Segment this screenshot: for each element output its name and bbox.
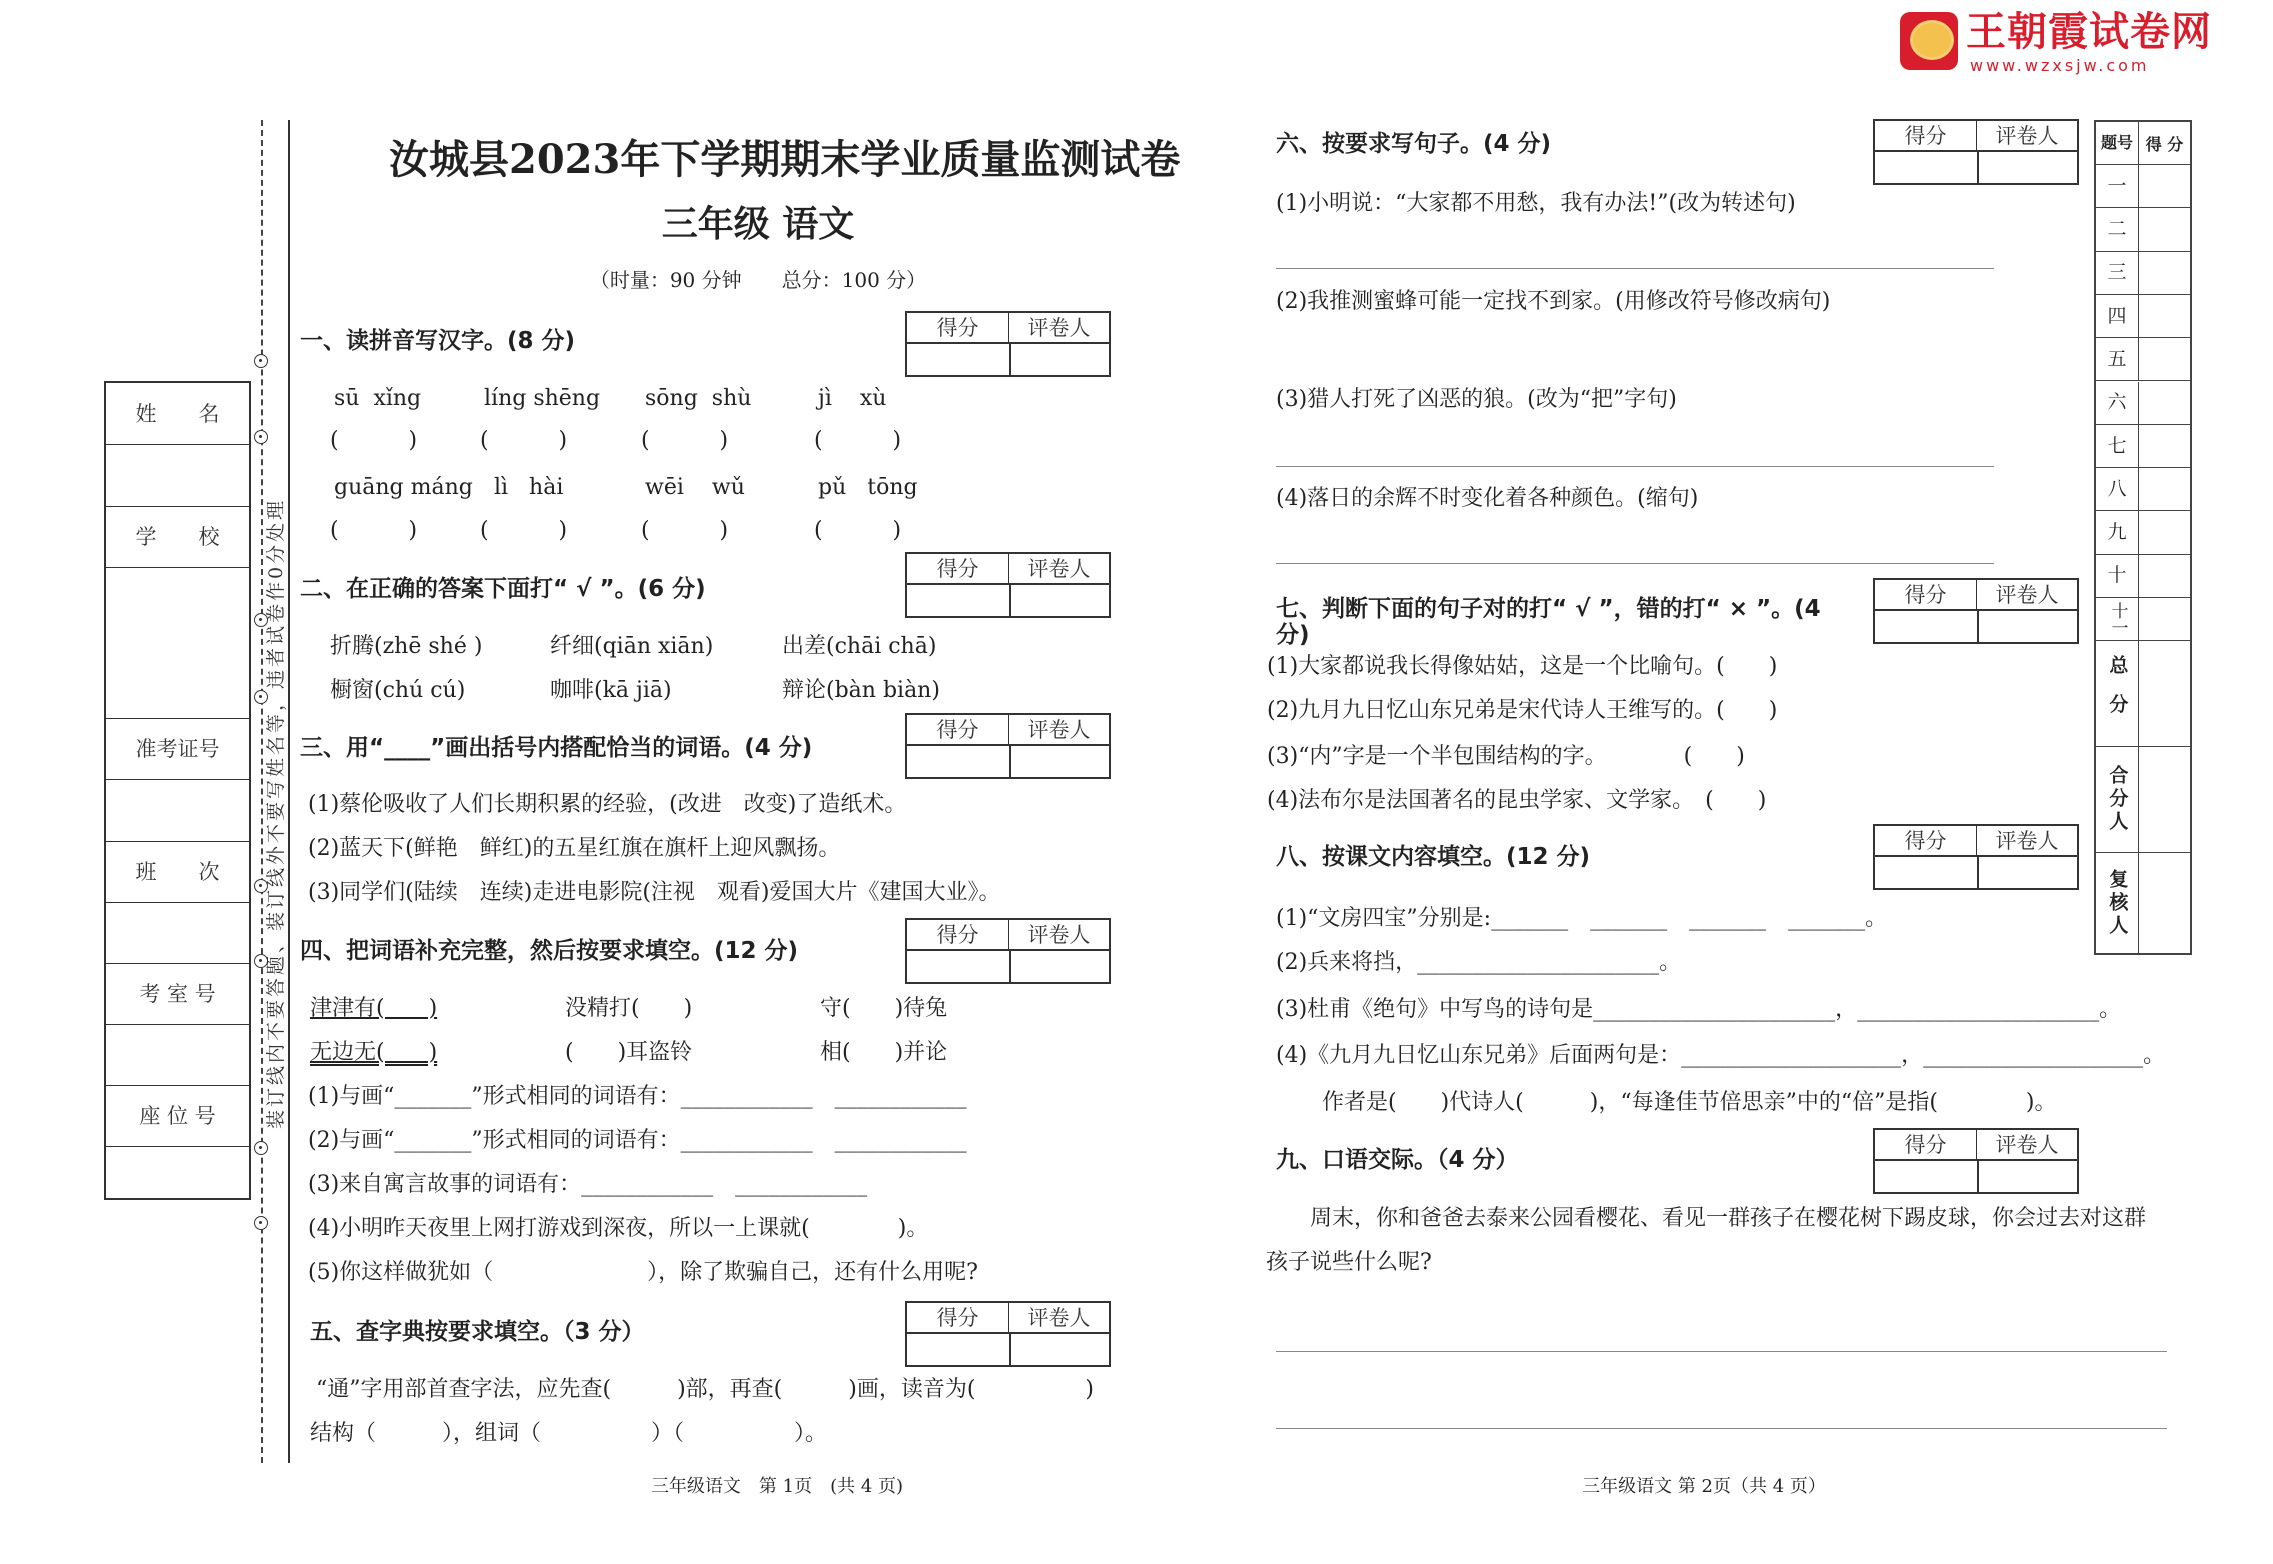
question-item: (1)“文房四宝”分别是:_______ _______ _______ _______。: [1276, 906, 1888, 931]
answer-line[interactable]: [1276, 1351, 2167, 1352]
pinyin: pǔ tōng: [818, 475, 918, 500]
score-label: 得分: [907, 920, 1009, 951]
exam-title: 汝城县2023年下学期期末学业质量监测试卷: [389, 136, 1181, 183]
idiom-item[interactable]: 守( )待兔: [820, 996, 948, 1021]
answer-line[interactable]: [1276, 466, 1994, 467]
answer-line[interactable]: [1276, 268, 1994, 269]
score-cell[interactable]: [2139, 641, 2190, 746]
binding-hole-icon: [254, 1141, 268, 1155]
pinyin: sū xǐng: [334, 386, 422, 411]
score-cell[interactable]: [2139, 338, 2190, 380]
row-label: 合分人: [2096, 747, 2139, 852]
row-label: 总分: [2096, 641, 2139, 746]
idiom-item[interactable]: 无边无( ): [310, 1040, 438, 1065]
score-cell[interactable]: [2139, 555, 2190, 597]
summary-row: [2096, 338, 2190, 381]
divider: [1009, 746, 1011, 779]
judge-item[interactable]: (1)大家都说我长得像姑姑，这是一个比喻句。( ): [1267, 654, 1778, 679]
pinyin: wēi wǔ: [645, 475, 745, 500]
score-label: 得分: [1875, 1130, 1977, 1161]
idiom-item[interactable]: 津津有( ): [310, 996, 438, 1021]
judge-item[interactable]: (4)法布尔是法国著名的昆虫学家、文学家。 ( ): [1267, 788, 1767, 813]
summary-row: [2096, 252, 2190, 295]
section-7-heading: 七、判断下面的句子对的打“ √ ”，错的打“ × ”。(4 分): [1276, 596, 1821, 648]
score-label: 得分: [907, 554, 1009, 585]
row-label: 四: [2096, 295, 2139, 337]
score-label: 得分: [1875, 121, 1977, 152]
divider: [1009, 1334, 1011, 1367]
score-box: [1873, 578, 2079, 644]
total-score-table: [2094, 120, 2192, 955]
binding-notice: 装订线内不要答题、装订线外不要写姓名等，违者试卷作0分处理: [265, 497, 287, 1129]
score-cell[interactable]: [2139, 208, 2190, 250]
binding-solid-line: [288, 120, 290, 1463]
row-label: 九: [2096, 511, 2139, 553]
score-box: [1873, 824, 2079, 890]
question-item: (4)落日的余辉不时变化着各种颜色。(缩句): [1276, 486, 1699, 511]
summary-row: [2096, 555, 2190, 598]
question-item: (3)同学们(陆续 连续)走进电影院(注视 观看)爱国大片《建国大业》。: [308, 880, 1001, 905]
divider: [1009, 344, 1011, 377]
pinyin: lì hài: [494, 475, 564, 500]
answer-blank[interactable]: ( ): [641, 428, 729, 453]
judge-item[interactable]: (3)“内”字是一个半包围结构的字。 ( ): [1267, 744, 1745, 769]
grader-label: 评卷人: [1977, 1130, 2077, 1161]
score-cell[interactable]: [2139, 747, 2190, 852]
choice-item[interactable]: 折腾(zhē shé ): [330, 634, 483, 659]
page-footer: 三年级语文 第 1页 (共 4 页): [650, 1476, 904, 1497]
question-item: (2)蓝天下(鲜艳 鲜红)的五星红旗在旗杆上迎风飘扬。: [308, 836, 841, 861]
choice-item[interactable]: 橱窗(chú cú): [330, 678, 466, 703]
answer-blank[interactable]: ( ): [480, 518, 568, 543]
divider: [1977, 1161, 1979, 1194]
summary-row: [2096, 208, 2190, 251]
divider: [1977, 857, 1979, 890]
row-label: 一: [2096, 165, 2139, 207]
answer-blank[interactable]: ( ): [330, 518, 418, 543]
score-cell[interactable]: [2139, 382, 2190, 424]
question-item: (3)来自寓言故事的词语有：____________ ____________: [308, 1172, 868, 1197]
idiom-item[interactable]: ( )耳盗铃: [565, 1040, 693, 1065]
score-box: [905, 552, 1111, 618]
answer-blank[interactable]: ( ): [330, 428, 418, 453]
score-label: 得分: [907, 313, 1009, 344]
score-cell[interactable]: [2139, 165, 2190, 207]
site-logo: [1900, 10, 2220, 74]
info-field-input[interactable]: [106, 1025, 249, 1086]
prompt-text: 周末，你和爸爸去泰来公园看樱花、看见一群孩子在樱花树下踢皮球，你会过去对这群: [1310, 1206, 2147, 1231]
row-label: 二: [2096, 208, 2139, 250]
idiom-item[interactable]: 没精打( ): [565, 996, 693, 1021]
section-5-heading: 五、查字典按要求填空。（3 分）: [310, 1319, 645, 1345]
divider: [1977, 611, 1979, 644]
question-item: “通”字用部首查字法，应先查( )部，再查( )画，读音为( ): [316, 1377, 1094, 1402]
score-box: [1873, 119, 2079, 185]
grader-label: 评卷人: [1977, 121, 2077, 152]
score-cell[interactable]: [2139, 468, 2190, 510]
section-2-heading: 二、在正确的答案下面打“ √ ”。(6 分): [300, 576, 706, 602]
score-label: 得分: [1875, 580, 1977, 611]
score-cell[interactable]: [2139, 511, 2190, 553]
grader-label: 评卷人: [1009, 554, 1109, 585]
info-field-label: 姓 名: [106, 383, 249, 445]
summary-total-row: [2096, 641, 2190, 747]
logo-emblem-icon: [1900, 12, 1958, 70]
row-label: 五: [2096, 338, 2139, 380]
info-field-input[interactable]: [106, 903, 249, 964]
section-9-heading: 九、口语交际。（4 分）: [1276, 1147, 1519, 1173]
idiom-item[interactable]: 相( )并论: [820, 1040, 948, 1065]
score-label: 得分: [907, 715, 1009, 746]
binding-hole-icon: [254, 430, 268, 444]
binding-hole-icon: [254, 354, 268, 368]
pinyin: jì xù: [818, 386, 887, 411]
summary-row: [2096, 598, 2190, 641]
section-4-heading: 四、把词语补充完整，然后按要求填空。(12 分): [300, 938, 799, 964]
row-label: 十: [2096, 555, 2139, 597]
logo-url: www.wzxsjw.com: [1970, 56, 2150, 75]
section-3-heading: 三、用“____”画出括号内搭配恰当的词语。(4 分): [300, 735, 813, 761]
student-info-table: [104, 381, 251, 1200]
question-item: (2)兵来将挡，______________________。: [1276, 950, 1682, 975]
info-field-input[interactable]: [106, 1147, 249, 1202]
question-item: (3)猎人打死了凶恶的狼。(改为“把”字句): [1276, 387, 1677, 412]
summary-combiner-row: [2096, 747, 2190, 853]
answer-blank[interactable]: ( ): [641, 518, 729, 543]
question-item: 作者是( )代诗人( )，“每逢佳节倍思亲”中的“倍”是指( )。: [1322, 1090, 2057, 1115]
grader-label: 评卷人: [1009, 920, 1109, 951]
summary-row: [2096, 511, 2190, 554]
grader-label: 评卷人: [1009, 313, 1109, 344]
question-item: (5)你这样做犹如（ ），除了欺骗自己，还有什么用呢?: [308, 1260, 978, 1285]
score-cell[interactable]: [2139, 252, 2190, 294]
grader-label: 评卷人: [1009, 1303, 1109, 1334]
pinyin: guāng máng: [334, 475, 473, 500]
question-item: (1)小明说：“大家都不用愁，我有办法!”(改为转述句): [1276, 191, 1796, 216]
score-box: [905, 918, 1111, 984]
exam-info: （时量：90 分钟 总分：100 分）: [589, 268, 927, 292]
choice-item[interactable]: 出差(chāi chā): [782, 634, 937, 659]
row-label: 题号: [2096, 122, 2139, 164]
choice-item[interactable]: 辩论(bàn biàn): [782, 678, 940, 703]
summary-row: [2096, 468, 2190, 511]
column-header: 得 分: [2145, 134, 2184, 154]
answer-blank[interactable]: ( ): [814, 518, 902, 543]
question-item: (1)蔡伦吸收了人们长期积累的经验，(改进 改变)了造纸术。: [308, 792, 907, 817]
question-item: (1)与画“_______”形式相同的词语有：____________ ____________: [308, 1084, 967, 1109]
summary-row: [2096, 382, 2190, 425]
score-box: [905, 1301, 1111, 1367]
info-field-label: 准考证号: [106, 719, 249, 780]
pinyin: líng shēng: [484, 386, 601, 411]
summary-row: [2096, 165, 2190, 208]
row-label: 复核人: [2096, 853, 2139, 953]
divider: [1009, 951, 1011, 984]
divider: [1977, 152, 1979, 185]
row-label: 三: [2096, 252, 2139, 294]
section-8-heading: 八、按课文内容填空。(12 分): [1276, 844, 1591, 870]
binding-dashed-line: [261, 120, 263, 1463]
info-field-label: 考 室 号: [106, 964, 249, 1025]
binding-hole-icon: [254, 1216, 268, 1230]
choice-item[interactable]: 纤细(qiān xiān): [550, 634, 714, 659]
info-field-input[interactable]: [106, 445, 249, 507]
page-footer: 三年级语文 第 2页（共 4 页）: [1582, 1476, 1826, 1497]
logo-name: 王朝霞试卷网: [1966, 9, 2212, 55]
answer-blank[interactable]: ( ): [814, 428, 902, 453]
question-item: (3)杜甫《绝句》中写鸟的诗句是______________________，______________________。: [1276, 997, 2122, 1022]
grader-label: 评卷人: [1977, 580, 2077, 611]
pinyin: sōng shù: [645, 386, 752, 411]
score-cell[interactable]: [2139, 598, 2190, 640]
divider: [1009, 585, 1011, 618]
answer-line[interactable]: [1276, 563, 1994, 564]
score-cell[interactable]: [2139, 425, 2190, 467]
prompt-text: 孩子说些什么呢?: [1266, 1250, 1432, 1275]
answer-blank[interactable]: ( ): [480, 428, 568, 453]
score-box: [905, 713, 1111, 779]
score-cell[interactable]: [2139, 853, 2190, 953]
info-field-label: 班 次: [106, 842, 249, 903]
grader-label: 评卷人: [1977, 826, 2077, 857]
question-item: (2)我推测蜜蜂可能一定找不到家。(用修改符号修改病句): [1276, 289, 1831, 314]
grader-label: 评卷人: [1009, 715, 1109, 746]
question-item: (2)与画“_______”形式相同的词语有：____________ ____________: [308, 1128, 967, 1153]
score-label: 得分: [1875, 826, 1977, 857]
info-field-label: 学 校: [106, 507, 249, 568]
row-label: 十一: [2096, 598, 2139, 640]
info-field-input[interactable]: [106, 568, 249, 719]
section-1-heading: 一、读拼音写汉字。(8 分): [300, 328, 576, 354]
choice-item[interactable]: 咖啡(kā jiā): [550, 678, 672, 703]
question-item: (4)《九月九日忆山东兄弟》后面两句是：____________________，____________________。: [1276, 1043, 2166, 1068]
summary-reviewer-row: [2096, 853, 2190, 953]
score-box: [905, 311, 1111, 377]
summary-header: [2096, 122, 2190, 165]
row-label: 七: [2096, 425, 2139, 467]
question-item: 结构（ ），组词（ ）（ ）。: [310, 1421, 828, 1446]
score-label: 得分: [907, 1303, 1009, 1334]
row-label: 六: [2096, 382, 2139, 424]
score-cell[interactable]: [2139, 295, 2190, 337]
judge-item[interactable]: (2)九月九日忆山东兄弟是宋代诗人王维写的。( ): [1267, 698, 1778, 723]
answer-line[interactable]: [1276, 1428, 2167, 1429]
summary-row: [2096, 425, 2190, 468]
info-field-input[interactable]: [106, 780, 249, 842]
section-6-heading: 六、按要求写句子。(4 分): [1276, 131, 1552, 157]
exam-subtitle: 三年级 语文: [661, 203, 855, 245]
info-field-label: 座 位 号: [106, 1086, 249, 1147]
row-label: 八: [2096, 468, 2139, 510]
question-item: (4)小明昨天夜里上网打游戏到深夜，所以一上课就( )。: [308, 1216, 929, 1241]
score-box: [1873, 1128, 2079, 1194]
summary-row: [2096, 295, 2190, 338]
